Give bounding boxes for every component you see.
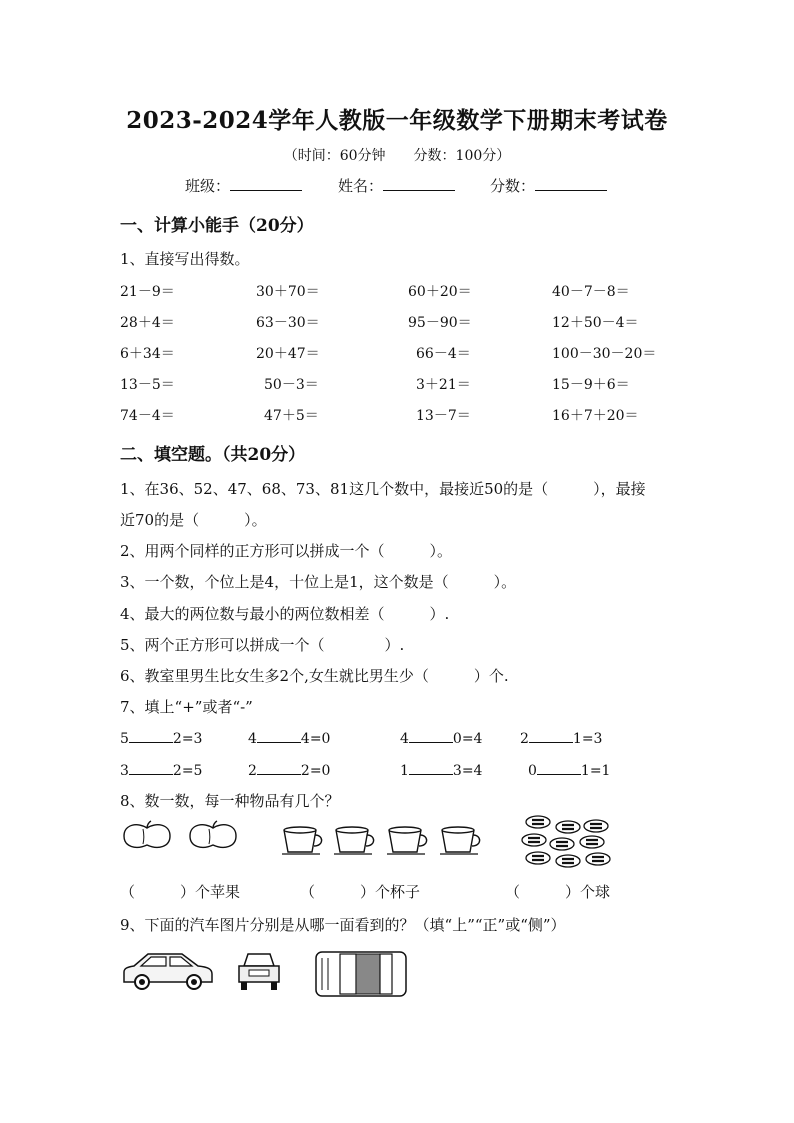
- arith-item: 74－4＝: [120, 408, 175, 424]
- car-side-view-icon: [120, 948, 216, 992]
- apple-icon: [186, 820, 240, 852]
- balls-icon: [518, 814, 614, 870]
- sign-fill-item[interactable]: 5 2=3: [120, 728, 202, 747]
- s2-question-3: 3、一个数，个位上是4，十位上是1，这个数是（ ）。: [120, 573, 517, 591]
- arith-item: 47＋5＝: [264, 408, 319, 424]
- s2-question-1b: 近70的是（ ）。: [120, 511, 267, 529]
- exam-meta: （时间：60分钟 分数：100分）: [283, 148, 511, 164]
- arith-item: 30＋70＝: [256, 284, 320, 300]
- section2-title: 二、填空题。（共20分）: [120, 445, 306, 465]
- arith-item: 28＋4＝: [120, 315, 175, 331]
- sign-fill-item[interactable]: 2 1=3: [520, 728, 602, 747]
- cup-icon: [280, 824, 326, 858]
- class-label: 班级：: [185, 177, 231, 195]
- s2-question-5: 5、两个正方形可以拼成一个（ ）.: [120, 636, 405, 654]
- s2-question-8: 8、数一数，每一种物品有几个？: [120, 792, 340, 810]
- arith-item: 21－9＝: [120, 284, 175, 300]
- cup-icon: [385, 824, 431, 858]
- sign-fill-item[interactable]: 2 2=0: [248, 760, 330, 779]
- arith-item: 13－5＝: [120, 377, 175, 393]
- cup-icon: [438, 824, 484, 858]
- score-field[interactable]: [490, 175, 607, 196]
- section1-title: 一、计算小能手（20分）: [120, 216, 314, 236]
- arith-item: 20＋47＝: [256, 346, 320, 362]
- s2-question-9: 9、下面的汽车图片分别是从哪一面看到的？（填“上”“正”或“侧”）: [120, 916, 566, 934]
- arith-item: 3＋21＝: [416, 377, 471, 393]
- s1-question-1: 1、直接写出得数。: [120, 250, 250, 268]
- name-blank[interactable]: [383, 176, 455, 191]
- arith-item: 60＋20＝: [408, 284, 472, 300]
- page-title: 2023-2024学年人教版一年级数学下册期末考试卷: [126, 107, 668, 134]
- balls-answer[interactable]: （ ）个球: [505, 883, 611, 901]
- class-field[interactable]: [185, 175, 302, 196]
- arith-item: 50－3＝: [264, 377, 319, 393]
- sign-fill-item[interactable]: 3 2=5: [120, 760, 202, 779]
- name-field[interactable]: [338, 175, 455, 196]
- car-front-view-icon: [236, 950, 282, 992]
- score-blank[interactable]: [535, 176, 607, 191]
- apple-icon: [120, 820, 174, 852]
- s2-question-4: 4、最大的两位数与最小的两位数相差（ ）.: [120, 605, 450, 623]
- s2-question-2: 2、用两个同样的正方形可以拼成一个（ ）。: [120, 542, 453, 560]
- arith-item: 16＋7＋20＝: [552, 408, 639, 424]
- cup-icon: [332, 824, 378, 858]
- apples-answer[interactable]: （ ）个苹果: [120, 883, 241, 901]
- arith-item: 15－9＋6＝: [552, 377, 630, 393]
- sign-fill-item[interactable]: 1 3=4: [400, 760, 482, 779]
- arith-item: 12＋50－4＝: [552, 315, 639, 331]
- cups-answer[interactable]: （ ）个杯子: [300, 883, 421, 901]
- sign-fill-item[interactable]: 4 4=0: [248, 728, 330, 747]
- name-label: 姓名：: [338, 177, 384, 195]
- car-top-view-icon: [314, 950, 408, 998]
- score-label: 分数：: [490, 177, 536, 195]
- s2-question-1a: 1、在36、52、47、68、73、81这几个数中，最接近50的是（ ），最接: [120, 480, 646, 498]
- arith-item: 95－90＝: [408, 315, 472, 331]
- arith-item: 100－30－20＝: [552, 346, 657, 362]
- s2-question-7: 7、填上“+”或者“-”: [120, 698, 253, 716]
- sign-fill-item[interactable]: 4 0=4: [400, 728, 482, 747]
- arith-item: 6＋34＝: [120, 346, 175, 362]
- class-blank[interactable]: [230, 176, 302, 191]
- arith-item: 40－7－8＝: [552, 284, 630, 300]
- arith-item: 66－4＝: [416, 346, 471, 362]
- arith-item: 63－30＝: [256, 315, 320, 331]
- arith-item: 13－7＝: [416, 408, 471, 424]
- sign-fill-item[interactable]: 0 1=1: [528, 760, 610, 779]
- s2-question-6: 6、教室里男生比女生多2个,女生就比男生少（ ）个.: [120, 667, 509, 685]
